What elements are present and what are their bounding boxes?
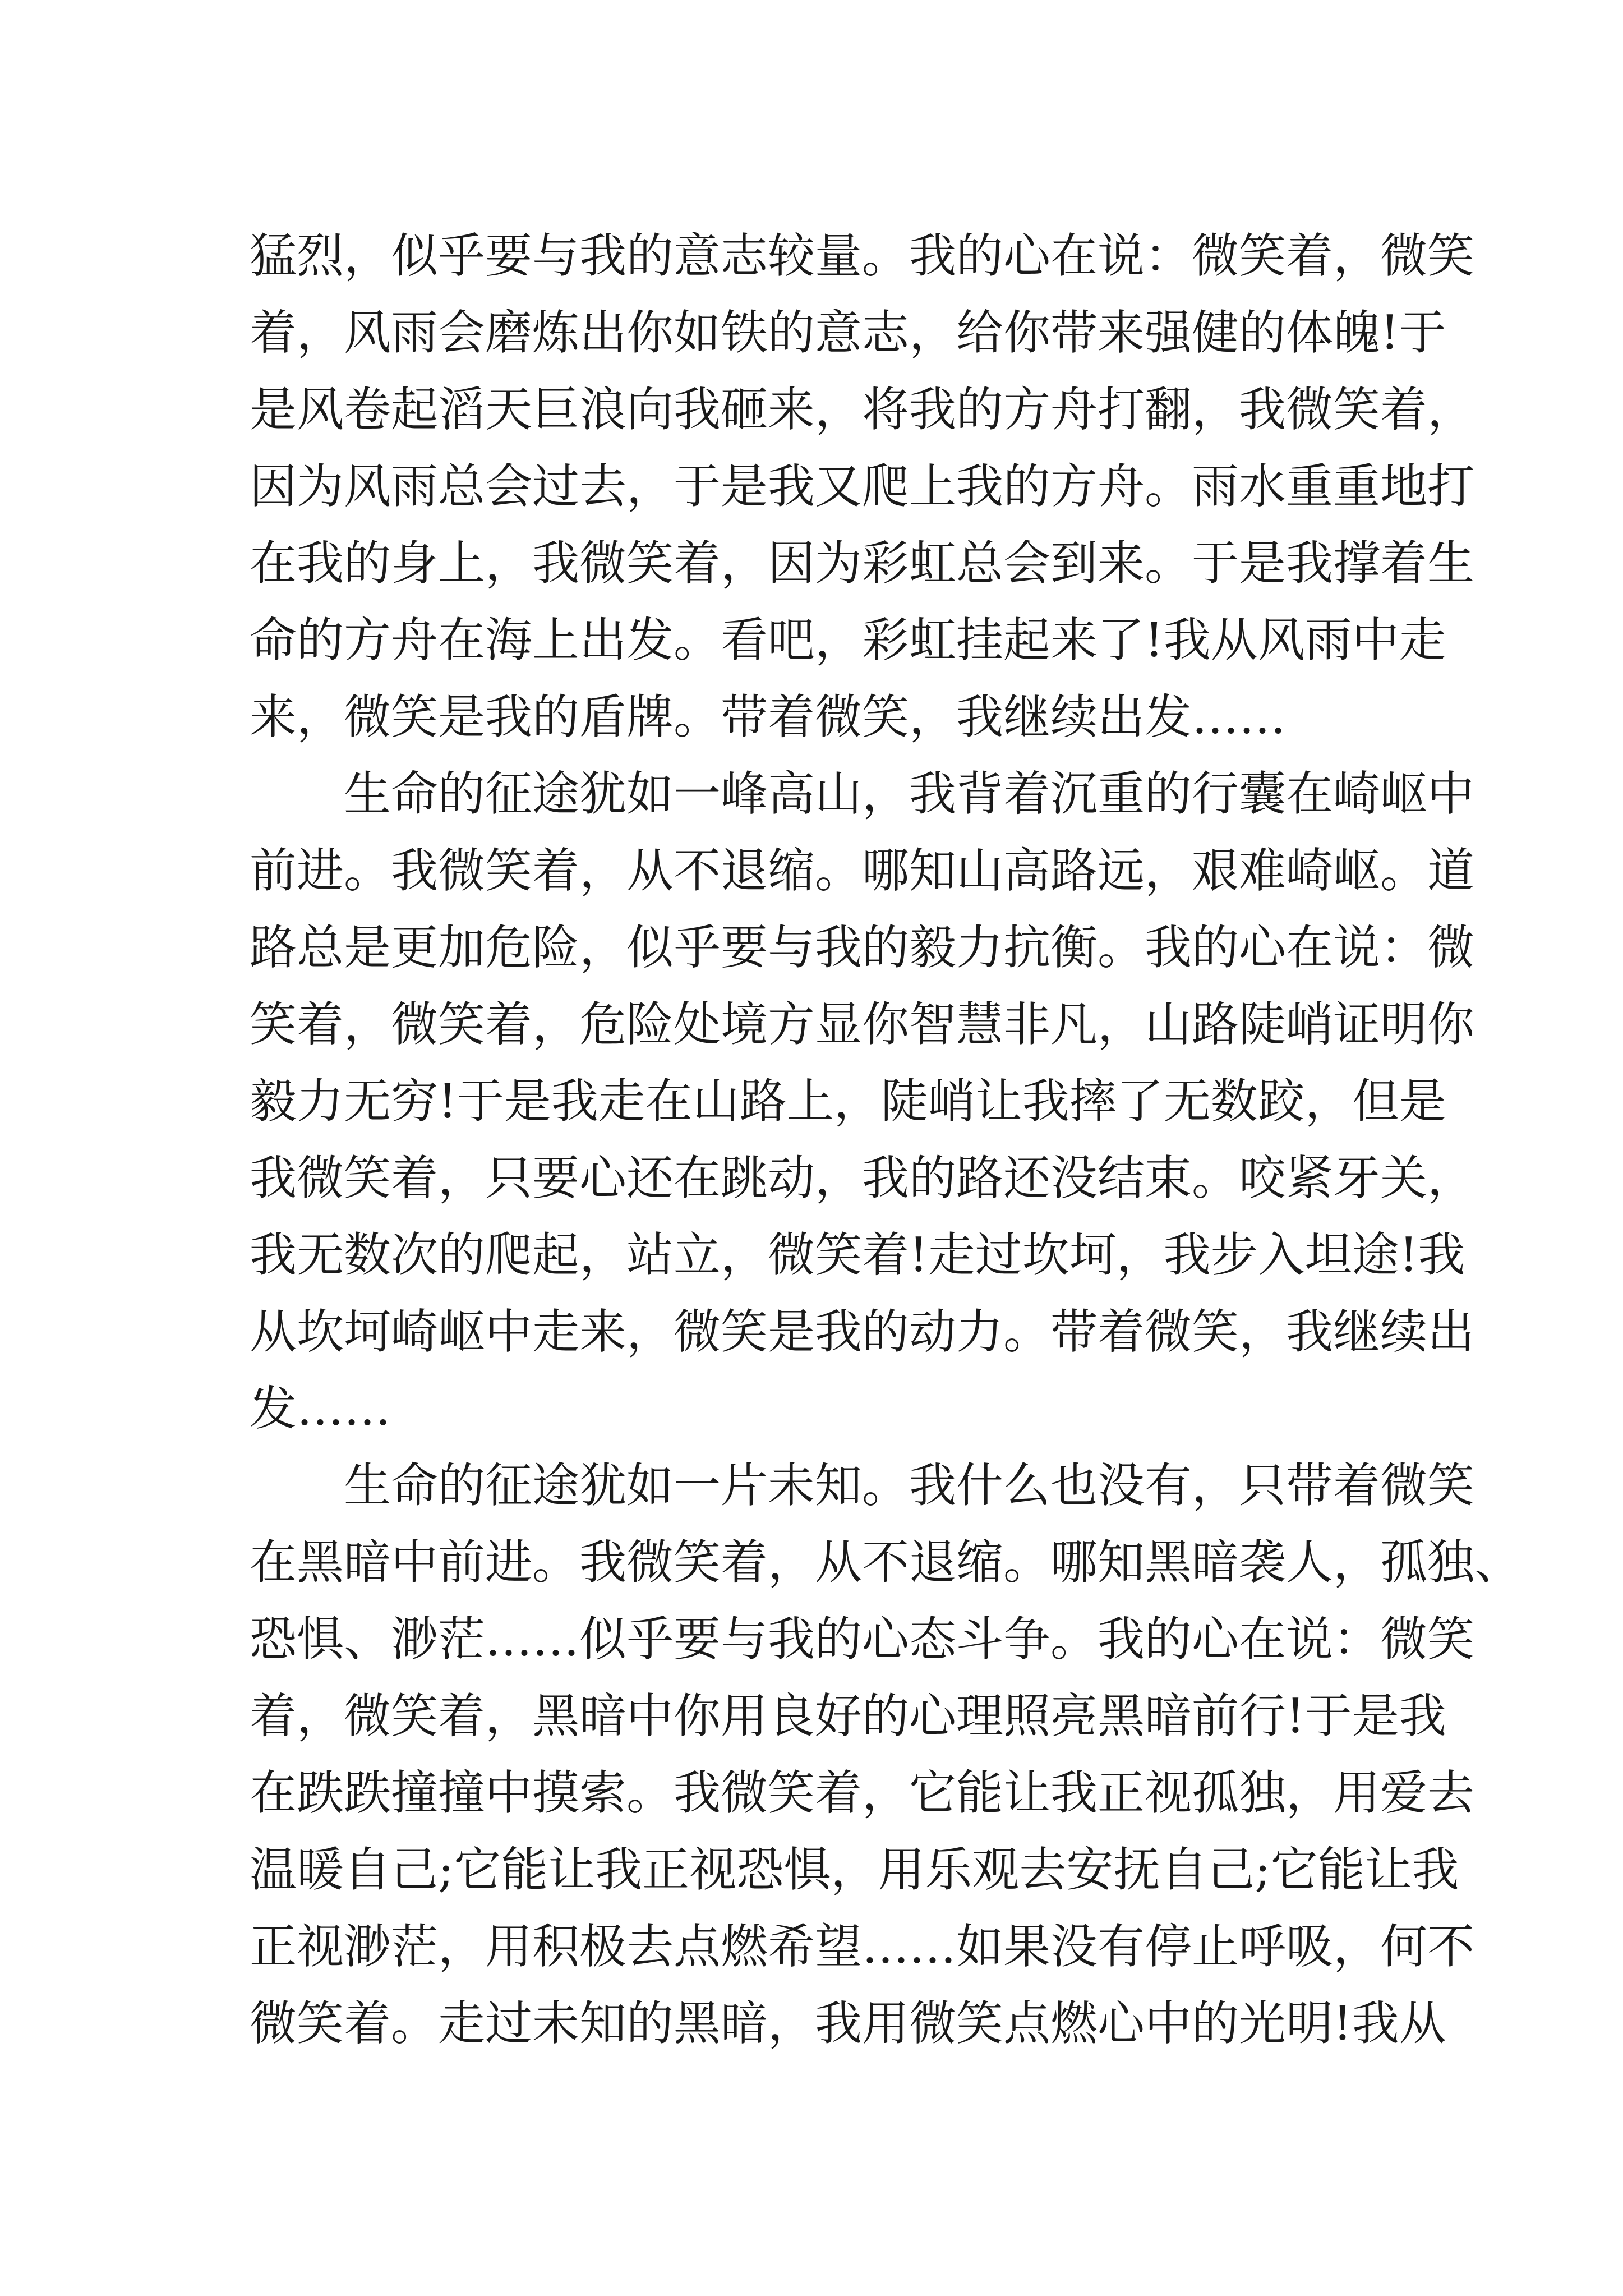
text-line: 在跌跌撞撞中摸索。我微笑着，它能让我正视孤独，用爱去 (250, 1765, 1475, 1820)
text-line: 来，微笑是我的盾牌。带着微笑，我继续出发…… (250, 689, 1287, 744)
text-line: 微笑着。走过未知的黑暗，我用微笑点燃心中的光明!我从 (250, 1996, 1446, 2051)
text-line: 恐惧、渺茫……似乎要与我的心态斗争。我的心在说：微笑 (250, 1612, 1475, 1667)
body-text (250, 218, 1522, 2062)
text-line: 生命的征途犹如一峰高山，我背着沉重的行囊在崎岖中 (250, 766, 1475, 821)
text-line: 温暖自己;它能让我正视恐惧，用乐观去安抚自己;它能让我 (250, 1842, 1459, 1897)
text-line: 在黑暗中前进。我微笑着，从不退缩。哪知黑暗袭人，孤独、 (250, 1535, 1522, 1590)
text-line: 着，微笑着，黑暗中你用良好的心理照亮黑暗前行!于是我 (250, 1688, 1446, 1743)
text-line: 生命的征途犹如一片未知。我什么也没有，只带着微笑 (250, 1458, 1475, 1513)
text-line: 路总是更加危险，似乎要与我的毅力抗衡。我的心在说：微 (250, 920, 1475, 975)
text-line: 着，风雨会磨炼出你如铁的意志，给你带来强健的体魄!于 (250, 305, 1446, 360)
text-line: 我微笑着，只要心还在跳动，我的路还没结束。咬紧牙关， (250, 1151, 1475, 1205)
text-line: 正视渺茫，用积极去点燃希望……如果没有停止呼吸，何不 (250, 1919, 1475, 1974)
text-line: 是风卷起滔天巨浪向我砸来，将我的方舟打翻，我微笑着， (250, 382, 1475, 437)
text-line: 我无数次的爬起，站立，微笑着!走过坎坷，我步入坦途!我 (250, 1227, 1465, 1282)
text-line: 笑着，微笑着，危险处境方显你智慧非凡，山路陡峭证明你 (250, 997, 1475, 1052)
text-line: 命的方舟在海上出发。看吧，彩虹挂起来了!我从风雨中走 (250, 613, 1446, 668)
text-line: 因为风雨总会过去，于是我又爬上我的方舟。雨水重重地打 (250, 459, 1475, 514)
text-line: 从坎坷崎岖中走来，微笑是我的动力。带着微笑，我继续出 (250, 1304, 1475, 1359)
text-line: 毅力无穷!于是我走在山路上，陡峭让我摔了无数跤，但是 (250, 1074, 1446, 1129)
text-line: 在我的身上，我微笑着，因为彩虹总会到来。于是我撑着生 (250, 536, 1475, 591)
text-line: 前进。我微笑着，从不退缩。哪知山高路远，艰难崎岖。道 (250, 843, 1475, 898)
text-line: 猛烈，似乎要与我的意志较量。我的心在说：微笑着，微笑 (250, 228, 1475, 283)
text-line: 发…… (250, 1381, 391, 1436)
